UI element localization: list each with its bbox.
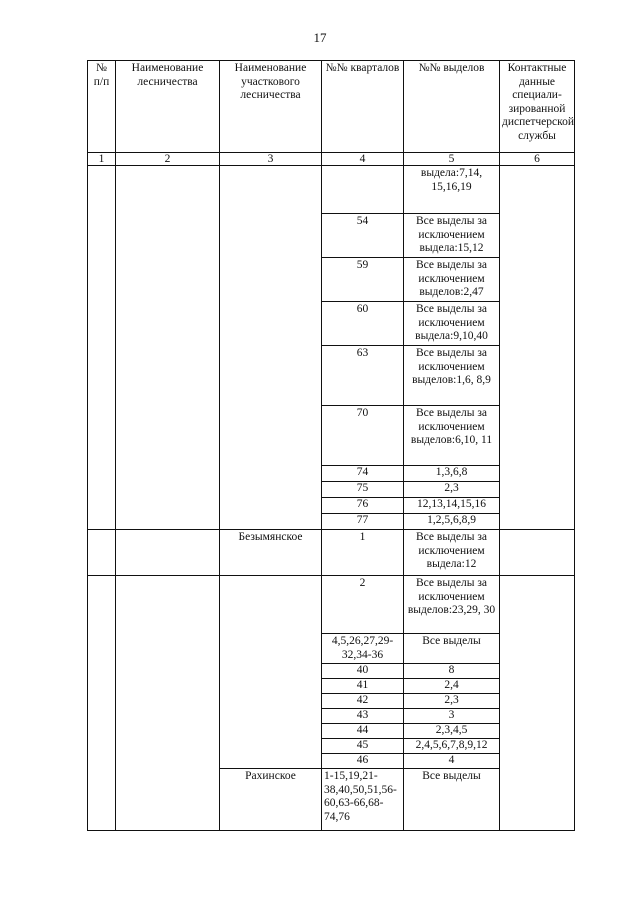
cell-allotments: Все выделы за исключением выделов:6,10, 11 — [404, 406, 500, 466]
cell-quarter: 44 — [322, 724, 404, 739]
forestry-table — [87, 60, 575, 831]
column-number: 1 — [88, 153, 116, 166]
cell-allotments: 1,2,5,6,8,9 — [404, 514, 500, 530]
column-number: 5 — [404, 153, 500, 166]
cell-allotments: Все выделы — [404, 769, 500, 831]
cell-allotments: выдела:7,14, 15,16,19 — [404, 166, 500, 214]
cell-quarter: 60 — [322, 302, 404, 346]
cell-quarter: 70 — [322, 406, 404, 466]
cell-forestry — [116, 530, 220, 576]
cell-allotments: Все выделы за исключением выделов:23,29, 30 — [404, 576, 500, 634]
cell-district — [220, 166, 322, 530]
column-number: 3 — [220, 153, 322, 166]
header-quarters: №№ кварталов — [322, 61, 404, 153]
cell-allotments: Все выделы за исключением выделов:1,6, 8,9 — [404, 346, 500, 406]
cell-allotments: Все выделы за исключением выдела:12 — [404, 530, 500, 576]
column-number: 2 — [116, 153, 220, 166]
table-row — [88, 530, 575, 576]
cell-quarter: 1-15,19,21-38,40,50,51,56-60,63-66,68-74,76 — [322, 769, 404, 831]
cell-quarter: 77 — [322, 514, 404, 530]
cell-quarter — [322, 166, 404, 214]
header-row — [88, 61, 575, 153]
cell-quarter: 43 — [322, 709, 404, 724]
cell-forestry — [116, 576, 220, 831]
cell-allotments: 1,3,6,8 — [404, 466, 500, 482]
header-number: № п/п — [88, 61, 116, 153]
cell-allotments: Все выделы — [404, 634, 500, 664]
cell-allotments: 2,4,5,6,7,8,9,12 — [404, 739, 500, 754]
cell-allotments: 2,3,4,5 — [404, 724, 500, 739]
page-number: 17 — [313, 30, 327, 45]
cell-allotments: 3 — [404, 709, 500, 724]
header-allotments: №№ выделов — [404, 61, 500, 153]
cell-quarter: 46 — [322, 754, 404, 769]
cell-contacts — [500, 530, 575, 576]
cell-allotments: 12,13,14,15,16 — [404, 498, 500, 514]
cell-district: Рахинское — [220, 769, 322, 831]
cell-allotments: Все выделы за исключением выдела:9,10,40 — [404, 302, 500, 346]
cell-number — [88, 166, 116, 530]
cell-contacts — [500, 576, 575, 831]
cell-allotments: 8 — [404, 664, 500, 679]
cell-allotments: 2,3 — [404, 482, 500, 498]
cell-quarter: 54 — [322, 214, 404, 258]
cell-allotments: 2,3 — [404, 694, 500, 709]
header-contacts: Контактные данные специали-зированной диспетчерской службы — [500, 61, 575, 153]
cell-contacts — [500, 166, 575, 530]
cell-allotments: Все выделы за исключением выдела:15,12 — [404, 214, 500, 258]
cell-quarter: 59 — [322, 258, 404, 302]
cell-number — [88, 576, 116, 831]
cell-quarter: 63 — [322, 346, 404, 406]
column-number: 6 — [500, 153, 575, 166]
cell-quarter: 74 — [322, 466, 404, 482]
cell-quarter: 1 — [322, 530, 404, 576]
cell-allotments: 2,4 — [404, 679, 500, 694]
header-district-forestry: Наименование участкового лесничества — [220, 61, 322, 153]
cell-allotments: 4 — [404, 754, 500, 769]
cell-quarter: 42 — [322, 694, 404, 709]
cell-quarter: 41 — [322, 679, 404, 694]
cell-forestry — [116, 166, 220, 530]
cell-quarter: 2 — [322, 576, 404, 634]
cell-allotments: Все выделы за исключением выделов:2,47 — [404, 258, 500, 302]
cell-quarter: 75 — [322, 482, 404, 498]
cell-district — [220, 576, 322, 769]
table-row — [88, 576, 575, 634]
table-row — [88, 166, 575, 214]
column-number-row — [88, 153, 575, 166]
cell-quarter: 4,5,26,27,29-32,34-36 — [322, 634, 404, 664]
cell-district: Безымянское — [220, 530, 322, 576]
cell-quarter: 45 — [322, 739, 404, 754]
column-number: 4 — [322, 153, 404, 166]
cell-number — [88, 530, 116, 576]
header-forestry: Наименование лесничества — [116, 61, 220, 153]
cell-quarter: 40 — [322, 664, 404, 679]
cell-quarter: 76 — [322, 498, 404, 514]
